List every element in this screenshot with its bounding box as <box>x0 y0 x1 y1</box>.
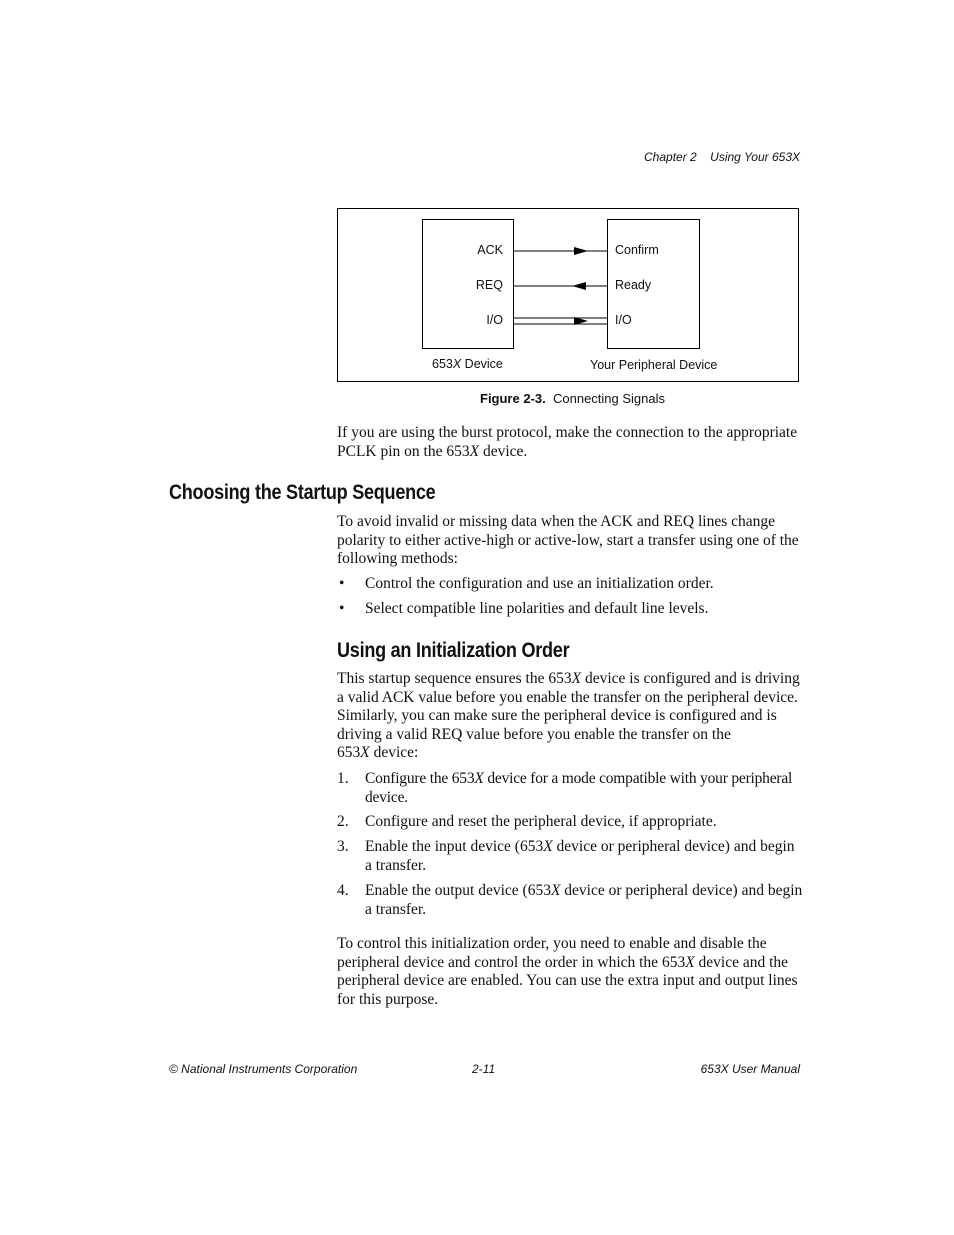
req-arrow-icon <box>572 282 586 290</box>
right-device-label: Your Peripheral Device <box>590 358 718 372</box>
req-line <box>514 282 607 290</box>
page-number: 2-11 <box>472 1062 496 1076</box>
list-item: Configure the 653X device for a mode compatible with your peripheral device. <box>365 770 793 806</box>
chapter-label: Chapter 2 <box>644 150 697 164</box>
chapter-title: Using Your 653X <box>710 150 800 164</box>
section-heading-startup-sequence: Choosing the Startup Sequence <box>169 481 436 504</box>
section2-paragraph: This startup sequence ensures the 653X device is configured and is driving a valid ACK value before you enable the transfer on the peripheral device. Similarly, you can make sure the peripheral device is configured and is driving a valid REQ value before you enable the transfer on the 653X device: <box>337 670 800 762</box>
step-number: 1. <box>337 770 349 787</box>
right-signal-confirm: Confirm <box>615 243 659 257</box>
running-header <box>600 150 800 166</box>
closing-paragraph: To control this initialization order, you need to enable and disable the peripheral device and control the order in which the 653X device and the peripheral device are enabled. You can use the extra input and output lines for this purpose. <box>337 935 798 1008</box>
left-signal-ack: ACK <box>477 243 503 257</box>
left-device-label: 653X Device <box>432 357 503 371</box>
bullet-mark: • <box>339 575 345 592</box>
right-signal-ready: Ready <box>615 278 652 292</box>
left-signal-io: I/O <box>486 313 503 327</box>
signal-lines <box>338 209 800 383</box>
ack-arrow-icon <box>574 247 588 255</box>
connecting-signals-figure <box>337 208 799 382</box>
right-signal-io: I/O <box>615 313 632 327</box>
footer-manual-title: 653X User Manual <box>700 1062 800 1076</box>
intro-paragraph: If you are using the burst protocol, make the connection to the appropriate PCLK pin on the 653X device. <box>337 424 798 460</box>
left-signal-req: REQ <box>475 278 503 292</box>
section1-paragraph: To avoid invalid or missing data when the ACK and REQ lines change polarity to either active-high or active-low, start a transfer using one of the following methods: <box>337 513 799 568</box>
list-item: Select compatible line polarities and default line levels. <box>365 600 709 617</box>
io-bus-line <box>514 317 607 325</box>
step-number: 2. <box>337 813 349 830</box>
list-item: Enable the input device (653X device or peripheral device) and begin a transfer. <box>365 838 795 874</box>
list-item: Control the configuration and use an initialization order. <box>365 575 714 592</box>
bullet-mark: • <box>339 600 345 617</box>
list-item: Enable the output device (653X device or peripheral device) and begin a transfer. <box>365 882 803 918</box>
figure-caption <box>480 391 665 406</box>
step-number: 3. <box>337 838 349 855</box>
figure-title: Connecting Signals <box>552 391 666 406</box>
list-item: Configure and reset the peripheral device, if appropriate. <box>365 813 717 830</box>
step-number: 4. <box>337 882 349 899</box>
footer-copyright: © National Instruments Corporation <box>169 1062 358 1076</box>
ack-line <box>514 247 607 255</box>
figure-number: Figure 2-3. <box>480 391 546 406</box>
section-heading-initialization-order: Using an Initialization Order <box>337 639 570 662</box>
